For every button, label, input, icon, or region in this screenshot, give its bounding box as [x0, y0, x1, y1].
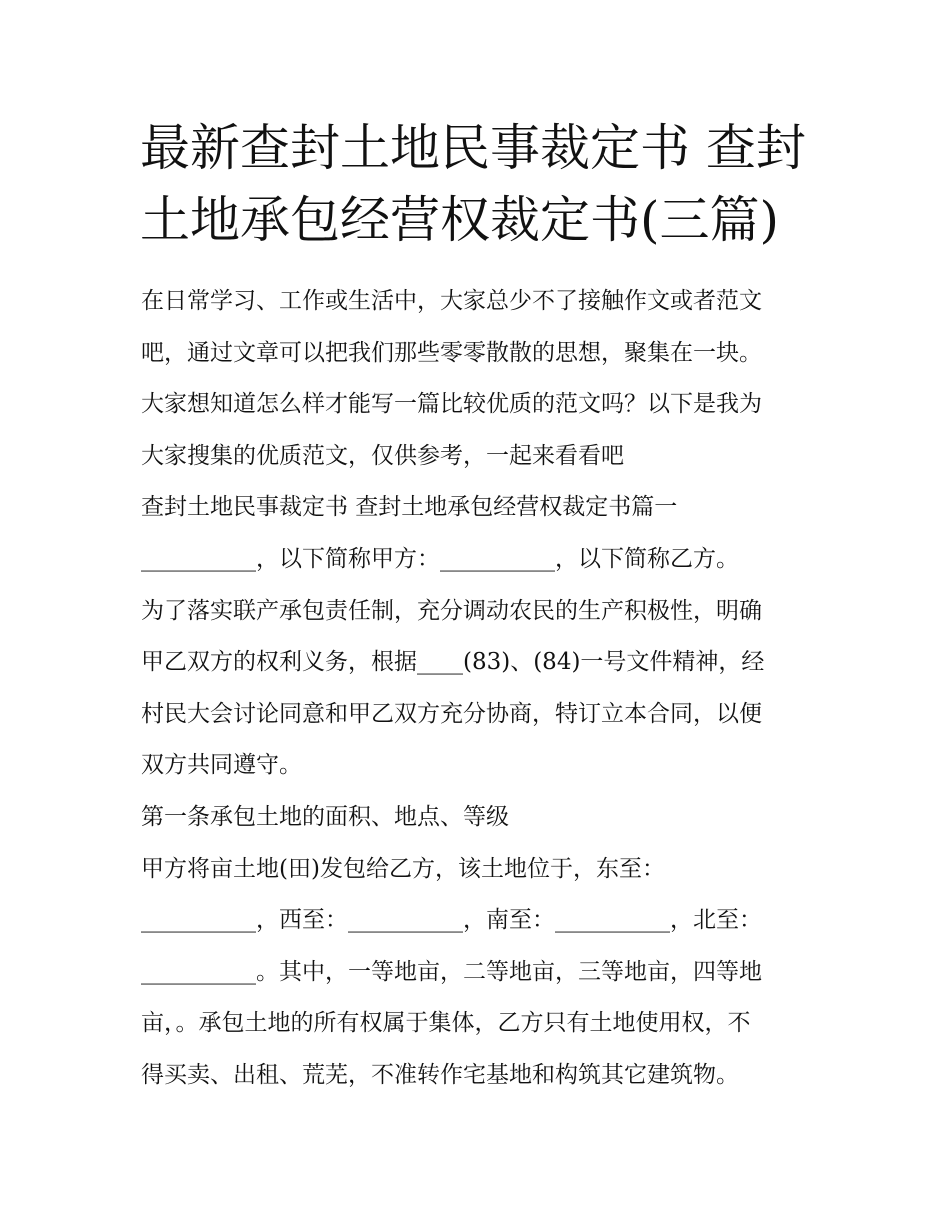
intro-line-3: 大家想知道怎么样才能写一篇比较优质的范文吗？以下是我为	[141, 391, 762, 418]
purpose-line-3: 村民大会讨论同意和甲乙双方充分协商，特订立本合同，以便	[141, 700, 762, 727]
document-body	[141, 276, 821, 1102]
article-one-line-4: 亩，。承包土地的所有权属于集体，乙方只有土地使用权，不	[141, 1010, 751, 1037]
title-line-2: 土地承包经营权裁定书(三篇)	[140, 191, 780, 249]
intro-line-2: 吧，通过文章可以把我们那些零零散散的思想，聚集在一块。	[141, 339, 762, 366]
article-one-heading: 第一条承包土地的面积、地点、等级	[141, 803, 509, 830]
article-one-line-1: 甲方将亩土地(田)发包给乙方，该土地位于，东至：	[141, 855, 665, 882]
title-line-1: 最新查封土地民事裁定书 查封	[140, 119, 806, 177]
purpose-line-4: 双方共同遵守。	[141, 752, 302, 779]
document-title	[140, 112, 820, 256]
article-one-line-5: 得买卖、出租、荒芜，不准转作宅基地和构筑其它建筑物。	[141, 1061, 739, 1088]
purpose-line-2: 甲乙双方的权利义务，根据____(83)、(84)一号文件精神，经	[141, 649, 765, 676]
parties-line: __________，以下简称甲方：__________，以下简称乙方。	[141, 545, 739, 572]
intro-line-1: 在日常学习、工作或生活中，大家总少不了接触作文或者范文	[141, 288, 762, 314]
purpose-line-1: 为了落实联产承包责任制，充分调动农民的生产积极性，明确	[141, 597, 762, 624]
section-heading: 查封土地民事裁定书 查封土地承包经营权裁定书篇一	[141, 494, 678, 521]
intro-line-4: 大家搜集的优质范文，仅供参考，一起来看看吧	[141, 442, 624, 469]
article-one-line-3: __________。其中，一等地亩，二等地亩，三等地亩，四等地	[141, 958, 762, 985]
article-one-line-2: __________，西至：__________，南至：__________，北至：	[141, 907, 762, 934]
